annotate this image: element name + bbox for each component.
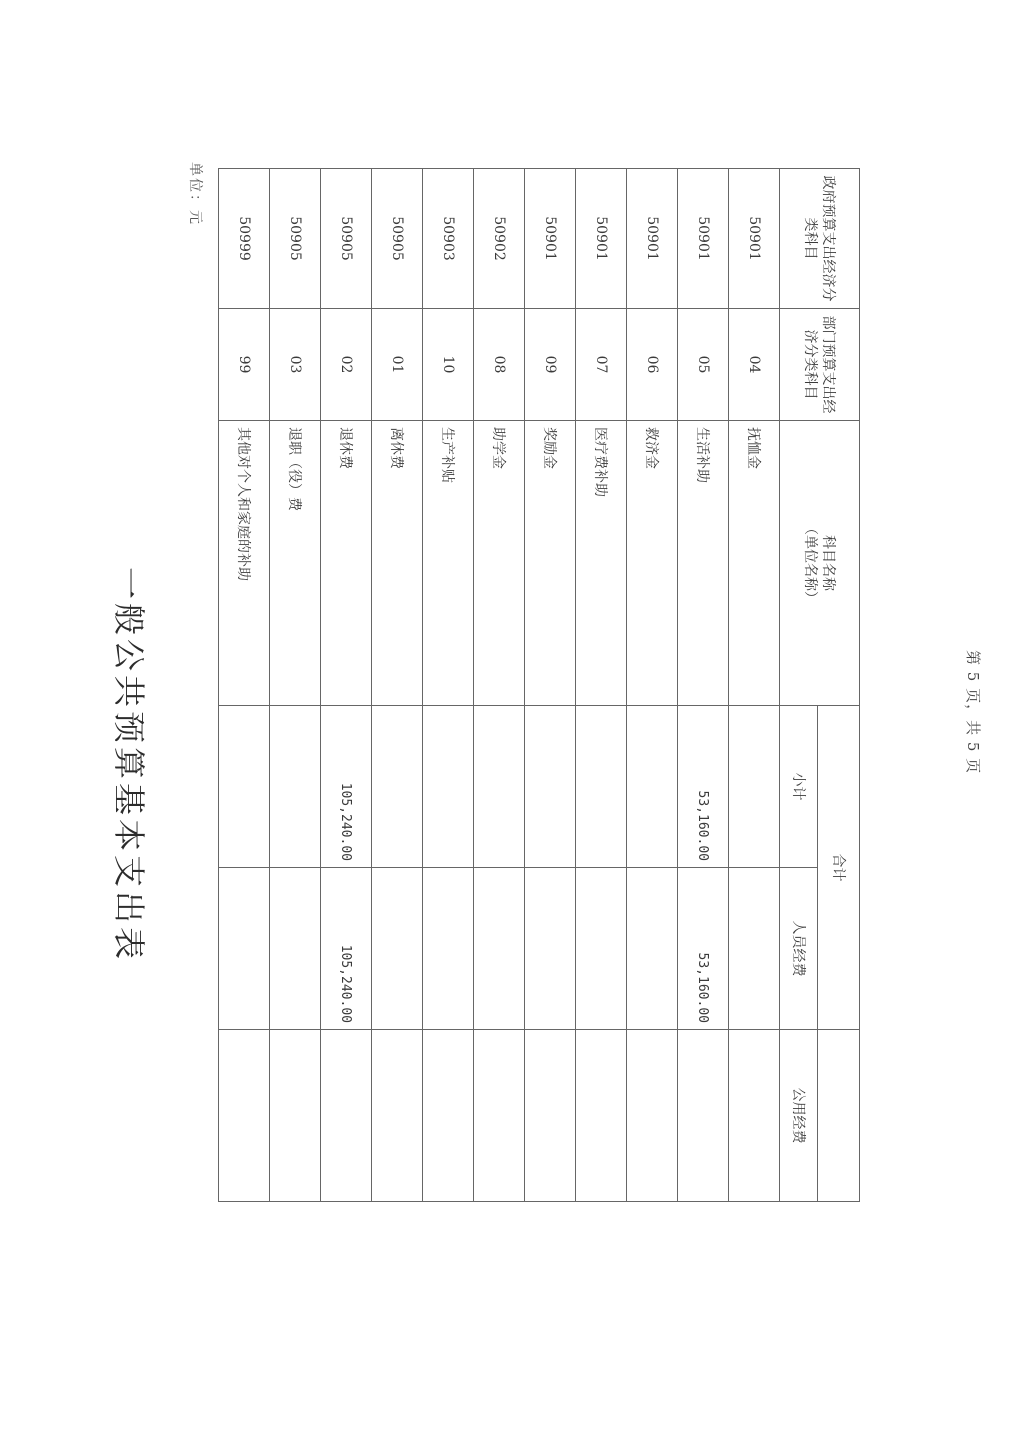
public-cell xyxy=(729,1030,780,1202)
personnel-cell xyxy=(525,868,576,1030)
dept-code-cell: 03 xyxy=(270,309,321,421)
gov-code-cell: 50901 xyxy=(729,169,780,309)
subtotal-cell xyxy=(423,706,474,868)
gov-code-cell: 50999 xyxy=(219,169,270,309)
public-cell xyxy=(219,1030,270,1202)
name-cell: 奖励金 xyxy=(525,421,576,706)
gov-code-cell: 50905 xyxy=(372,169,423,309)
table-row xyxy=(729,169,780,1202)
name-cell: 抚恤金 xyxy=(729,421,780,706)
name-cell: 退职（役）费 xyxy=(270,421,321,706)
subtotal-cell xyxy=(474,706,525,868)
public-cell xyxy=(423,1030,474,1202)
table-row xyxy=(321,169,372,1202)
subtotal-cell xyxy=(627,706,678,868)
table-row xyxy=(423,169,474,1202)
dept-code-cell: 08 xyxy=(474,309,525,421)
table-row xyxy=(372,169,423,1202)
dept-code-cell: 02 xyxy=(321,309,372,421)
header-total: 合计 xyxy=(818,706,860,1030)
public-cell xyxy=(270,1030,321,1202)
subtotal-cell xyxy=(372,706,423,868)
subtotal-cell xyxy=(270,706,321,868)
expenditure-table xyxy=(218,168,860,1202)
name-cell: 生产补贴 xyxy=(423,421,474,706)
header-gov-code: 政府预算支出经济分类科目 xyxy=(780,169,860,309)
name-cell: 离休费 xyxy=(372,421,423,706)
subtotal-cell: 105,240.00 xyxy=(321,706,372,868)
personnel-cell xyxy=(372,868,423,1030)
dept-code-cell: 07 xyxy=(576,309,627,421)
public-cell xyxy=(678,1030,729,1202)
name-cell: 医疗费补助 xyxy=(576,421,627,706)
dept-code-cell: 01 xyxy=(372,309,423,421)
page-number: 第 5 页，共 5 页 xyxy=(964,650,982,775)
public-cell xyxy=(372,1030,423,1202)
header-subtotal: 小计 xyxy=(780,706,818,868)
name-cell: 助学金 xyxy=(474,421,525,706)
header-name xyxy=(780,421,860,706)
personnel-cell xyxy=(729,868,780,1030)
personnel-cell xyxy=(474,868,525,1030)
personnel-cell xyxy=(270,868,321,1030)
gov-code-cell: 50901 xyxy=(678,169,729,309)
subtotal-cell xyxy=(219,706,270,868)
table-row xyxy=(474,169,525,1202)
table-row xyxy=(270,169,321,1202)
gov-code-cell: 50905 xyxy=(321,169,372,309)
dept-code-cell: 10 xyxy=(423,309,474,421)
dept-code-cell: 06 xyxy=(627,309,678,421)
personnel-cell xyxy=(627,868,678,1030)
header-public: 公用经费 xyxy=(780,1030,818,1202)
personnel-cell xyxy=(576,868,627,1030)
name-cell: 其他对个人和家庭的补助 xyxy=(219,421,270,706)
dept-code-cell: 04 xyxy=(729,309,780,421)
gov-code-cell: 50903 xyxy=(423,169,474,309)
page-title: 一般公共预算基本支出表 xyxy=(110,566,148,963)
table-row xyxy=(525,169,576,1202)
public-cell xyxy=(525,1030,576,1202)
personnel-cell: 105,240.00 xyxy=(321,868,372,1030)
subtotal-cell xyxy=(525,706,576,868)
subtotal-cell: 53,160.00 xyxy=(678,706,729,868)
subtotal-cell xyxy=(729,706,780,868)
header-blank xyxy=(818,1030,860,1202)
subtotal-cell xyxy=(576,706,627,868)
table-row xyxy=(627,169,678,1202)
gov-code-cell: 50902 xyxy=(474,169,525,309)
personnel-cell xyxy=(219,868,270,1030)
table-row xyxy=(678,169,729,1202)
gov-code-cell: 50901 xyxy=(525,169,576,309)
gov-code-cell: 50901 xyxy=(576,169,627,309)
dept-code-cell: 05 xyxy=(678,309,729,421)
header-dept-code: 部门预算支出经济分类科目 xyxy=(780,309,860,421)
header-personnel: 人员经费 xyxy=(780,868,818,1030)
table-row xyxy=(576,169,627,1202)
name-cell: 退休费 xyxy=(321,421,372,706)
gov-code-cell: 50905 xyxy=(270,169,321,309)
header-name-line1: 科目名称 xyxy=(820,535,837,591)
gov-code-cell: 50901 xyxy=(627,169,678,309)
personnel-cell xyxy=(423,868,474,1030)
personnel-cell: 53,160.00 xyxy=(678,868,729,1030)
public-cell xyxy=(576,1030,627,1202)
unit-label: 单位：元 xyxy=(187,162,203,226)
name-cell: 生活补助 xyxy=(678,421,729,706)
public-cell xyxy=(627,1030,678,1202)
name-cell: 救济金 xyxy=(627,421,678,706)
dept-code-cell: 09 xyxy=(525,309,576,421)
dept-code-cell: 99 xyxy=(219,309,270,421)
public-cell xyxy=(474,1030,525,1202)
table-row xyxy=(219,169,270,1202)
header-name-line2: （单位名称） xyxy=(802,521,819,605)
public-cell xyxy=(321,1030,372,1202)
